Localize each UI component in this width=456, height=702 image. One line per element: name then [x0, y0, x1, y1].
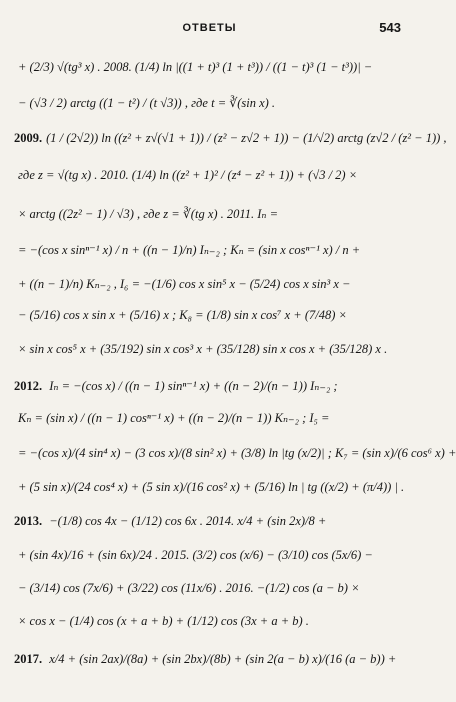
formula-text: × cos x − (1/4) cos (x + a + b) + (1/12) cos (3x + a + b) .: [18, 614, 309, 628]
formula-line: [14, 410, 410, 426]
formula-text: = −(cos x sinⁿ⁻¹ x) / n + ((n − 1)/n) Iₙ₋₂ ; Kₙ = (sin x cosⁿ⁻¹ x) / n +: [18, 243, 361, 257]
problem-number: 2017.: [14, 652, 43, 666]
formula-line: [14, 242, 410, 258]
formula-line: [14, 131, 447, 146]
formula-line: [14, 614, 410, 629]
formula-text: × sin x cos⁵ x + (35/192) sin x cos³ x + (35/128) sin x cos x + (35/128) x .: [18, 342, 388, 356]
formula-text: − (3/14) cos (7x/6) + (3/22) cos (11x/6) . 2016. −(1/2) cos (a − b) ×: [18, 581, 360, 595]
formula-text: × arctg ((2z² − 1) / √3) , где z = ∛(tg x) . 2011. Iₙ =: [18, 207, 279, 221]
running-head: ОТВЕТЫ: [182, 22, 237, 34]
formula-text: + (2/3) √(tg³ x) . 2008. (1/4) ln |((1 + t)³ (1 + t³)) / ((1 − t)³ (1 − t³))| −: [18, 60, 373, 74]
formula-line: [14, 168, 410, 183]
page-number: 543: [379, 20, 401, 35]
formula-line: [14, 581, 410, 596]
formula-text: + (5 sin x)/(24 cos⁴ x) + (5 sin x)/(16 cos² x) + (5/16) ln | tg ((x/2) + (π/4)) | .: [18, 480, 405, 494]
problem-number: 2009.: [14, 131, 43, 145]
formula-line: [14, 342, 410, 357]
formula-text: = −(cos x)/(4 sin⁴ x) − (3 cos x)/(8 sin² x) + (3/8) ln |tg (x/2)| ; K₇ = (sin x)/(6 cos⁶ x) +: [18, 446, 456, 460]
formula-text: − (5/16) cos x sin x + (5/16) x ; K₈ = (1/8) sin x cos⁷ x + (7/48) ×: [18, 308, 347, 322]
formula-text: где z = √(tg x) . 2010. (1/4) ln ((z² + 1)² / (z⁴ − z² + 1)) + (√3 / 2) ×: [18, 168, 358, 182]
formula-text: − (√3 / 2) arctg ((1 − t²) / (t √3)) , где t = ∛(sin x) .: [18, 96, 276, 110]
formula-text: + (sin 4x)/16 + (sin 6x)/24 . 2015. (3/2) cos (x/6) − (3/10) cos (5x/6) −: [18, 548, 373, 562]
problem-number: 2012.: [14, 379, 43, 393]
formula-line: [14, 308, 410, 323]
formula-line: [14, 548, 410, 563]
formula-line: [14, 206, 410, 222]
formula-line: [14, 446, 456, 461]
formula-line: [14, 276, 410, 292]
formula-line: [14, 378, 410, 394]
formula-line: [14, 514, 410, 529]
formula-text: Iₙ = −(cos x) / ((n − 1) sinⁿ⁻¹ x) + ((n − 2)/(n − 1)) Iₙ₋₂ ;: [46, 379, 338, 393]
problem-number: 2013.: [14, 514, 43, 528]
formula-text: (1 / (2√2)) ln ((z² + z√(√1 + 1)) / (z² − z√2 + 1)) − (1/√2) arctg (z√2 / (z² − 1)) ,: [46, 131, 447, 145]
formula-line: [14, 652, 410, 667]
formula-line: [14, 95, 410, 111]
formula-text: Kₙ = (sin x) / ((n − 1) cosⁿ⁻¹ x) + ((n − 2)/(n − 1)) Kₙ₋₂ ; I₅ =: [18, 411, 330, 425]
formula-line: [14, 480, 410, 495]
formula-line: [14, 60, 410, 75]
formula-text: −(1/8) cos 4x − (1/12) cos 6x . 2014. x/4 + (sin 2x)/8 +: [46, 514, 327, 528]
formula-text: + ((n − 1)/n) Kₙ₋₂ , I₆ = −(1/6) cos x sin⁵ x − (5/24) cos x sin³ x −: [18, 277, 351, 291]
formula-text: x/4 + (sin 2ax)/(8a) + (sin 2bx)/(8b) + (sin 2(a − b) x)/(16 (a − b)) +: [46, 652, 397, 666]
